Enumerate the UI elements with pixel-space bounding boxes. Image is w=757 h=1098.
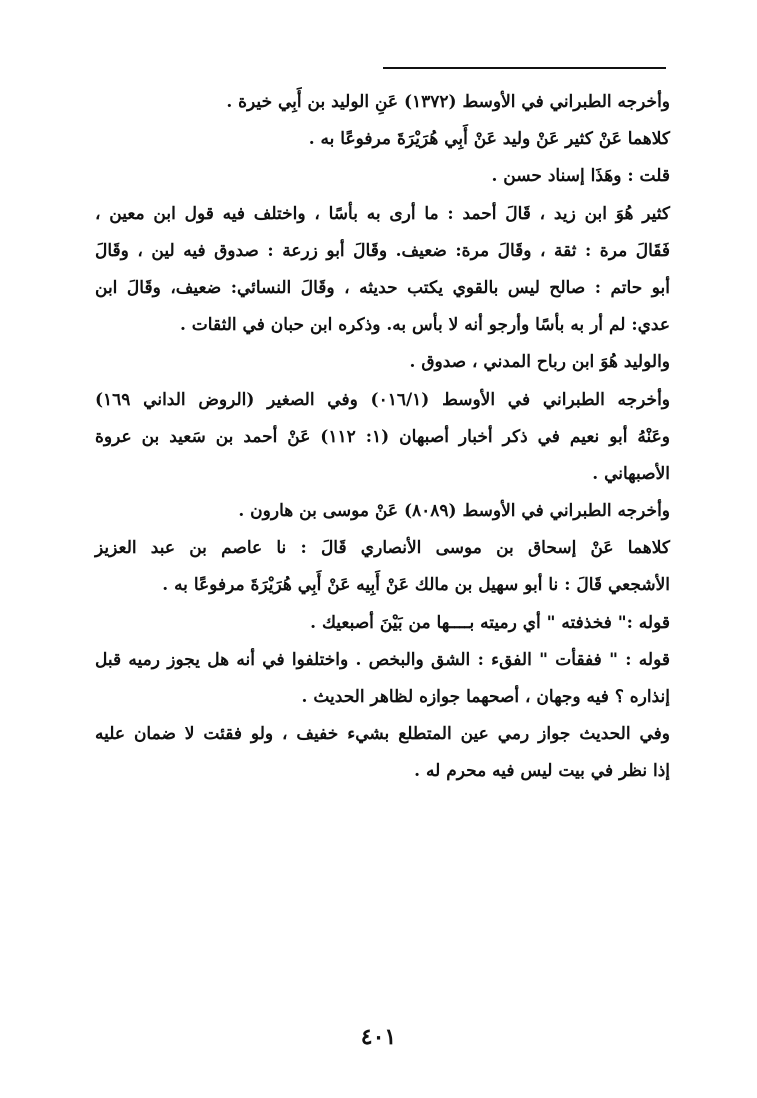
text-line: وفي الحديث جواز رمي عين المتطلع بشيء خفيف ، ولو فقئت لا ضمان عليه [95,724,670,745]
text-line: عدي: لم أر به بأسًا وأرجو أنه لا بأس به. وذكره ابن حبان في الثقات . [179,315,670,336]
text-line: فَقَالَ مرة : ثقة ، وقَالَ مرة: ضعيف. وقَالَ أبو زرعة : صدوق فيه لين ، وقَالَ [95,240,670,261]
text-line: وأخرجه الطبراني في الأوسط (١٣٧٢) عَنِ الوليد بن أَبِي خيرة . [226,92,670,112]
text-line: وأخرجه الطبراني في الأوسط (٠١٦/١) وفي الصغير (الروض الداني ١٦٩) [95,389,670,410]
text-line: الأصبهاني . [592,463,670,484]
text-line: قوله :" فخذفته " أي رميته بــــها من بَيْنَ أصبعيك . [310,612,670,633]
body-text [95,84,670,791]
text-line: وعَنْهُ أبو نعيم في ذكر أخبار أصبهان (١: ١١٢) عَنْ أحمد بن سَعيد بن عروة [95,426,671,447]
text-line: إذا نظر في بيت ليس فيه محرم له . [414,761,670,782]
text-line: قوله : " ففقأت " الفقء : الشق والبخص . واختلفوا في أنه هل يجوز رميه قبل [95,649,670,670]
text-line: قلت : وهَذَا إسناد حسن . [491,166,670,187]
text-line: كلاهما عَنْ كثير عَنْ وليد عَنْ أَبِي هُرَيْرَةَ مرفوعًا به . [308,129,670,150]
text-line: والوليد هُوَ ابن رباح المدني ، صدوق . [409,352,670,373]
page-number: ٤٠١ [360,1024,397,1050]
text-line: كلاهما عَنْ إسحاق بن موسى الأنصاري قَالَ : نا عاصم بن عبد العزيز [95,538,670,559]
text-line: الأشجعي قَالَ : نا أبو سهيل بن مالك عَنْ أَبِيه عَنْ أَبِي هُرَيْرَةَ مرفوعًا به . [162,575,670,596]
text-line: إنذاره ؟ فيه وجهان ، أصحهما جوازه لظاهر الحديث . [301,687,670,707]
header-rule [383,67,666,69]
text-line: أبو حاتم : صالح ليس بالقوي يكتب حديثه ، وقَالَ النسائي: ضعيف، وقَالَ ابن [95,277,670,298]
text-line: كثير هُوَ ابن زيد ، قَالَ أحمد : ما أرى به بأسًا ، واختلف فيه قول ابن معين ، [95,203,670,224]
text-line: وأخرجه الطبراني في الأوسط (٨٠٨٩) عَنْ موسى بن هارون . [238,501,670,522]
